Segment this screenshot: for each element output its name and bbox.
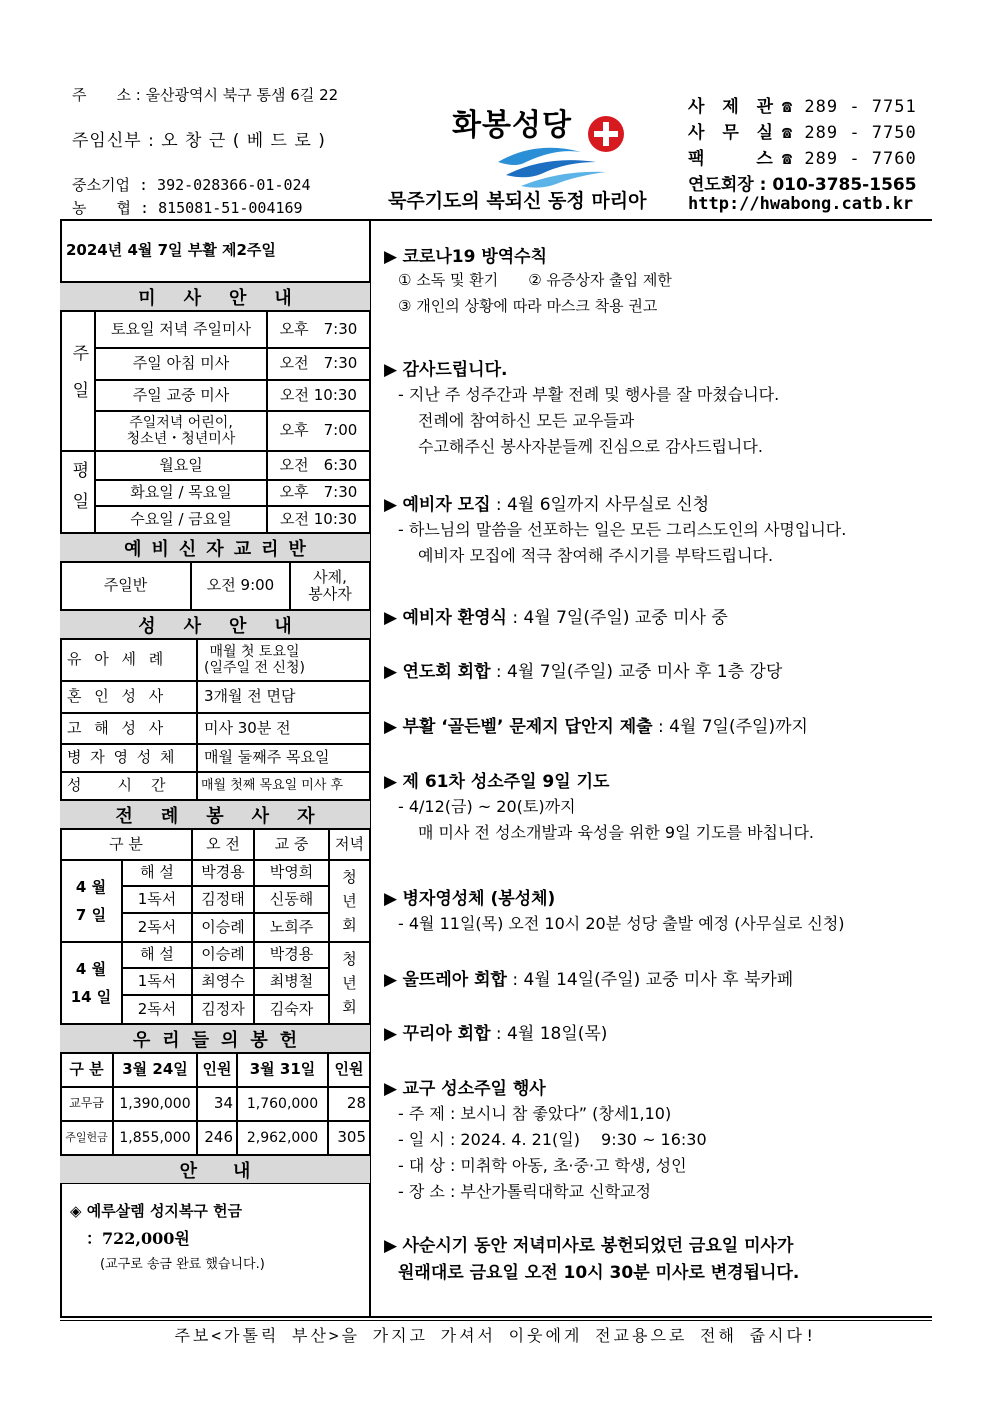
catechumen-class: 주일반 [60,562,191,610]
bulletin-date: 2024년 4월 7일 부활 제2주일 [60,220,370,282]
mass-time: 오후 7:30 [267,311,370,348]
offering-header: 3월 31일 [237,1053,328,1087]
notice-title: ◈ 예루살렘 성지복구 헌금 [70,1202,243,1220]
liturgy-am: 김정태 [192,886,254,913]
sacrament-name: 혼 인 성 사 [60,681,197,713]
offering-amount: 1,390,000 [113,1087,197,1121]
announcement-heading: 꾸리아 회합 [402,1024,491,1044]
contact-phone: ☎ 289 - 7750 [781,123,917,143]
announcement-line: - 4월 11일(목) 오전 10시 20분 성당 출발 예정 (사무실로 신청) [398,914,845,933]
mass-section-title: 미사안내 [60,282,370,311]
announcement-heading: 예비자 환영식 [402,608,507,628]
mass-time: 오전 7:30 [267,348,370,380]
announcement-line: - 하느님의 말씀을 선포하는 일은 모든 그리스도인의 사명입니다. [398,520,847,539]
announcement-title [384,965,793,990]
announcement-title [384,1074,546,1099]
liturgy-am: 박경용 [192,860,254,886]
bullet-arrow-icon: ▶ [384,247,403,267]
announcement-heading: 코로나19 방역수칙 [402,247,548,267]
liturgy-role: 2독서 [122,995,192,1024]
announcement-title [384,657,782,682]
bank-account-1: 중소기업 : 392-028366-01-024 [72,176,311,194]
announcement-line: - 장 소 : 부산가톨릭대학교 신학교정 [398,1182,651,1201]
offering-count: 305 [328,1121,370,1155]
contact-phone: ☎ 289 - 7760 [781,149,917,169]
announcement-heading: 울뜨레아 회합 [402,970,507,990]
liturgy-date: 4 월 7 일 [60,860,122,942]
liturgy-role: 해 설 [122,942,192,968]
offering-count: 34 [197,1087,237,1121]
notice-note: (교구로 송금 완료 했습니다.) [100,1257,265,1272]
liturgy-main: 김숙자 [254,995,329,1024]
offering-header: 인원 [197,1053,237,1087]
liturgy-section-title: 전례봉사자 [60,800,370,829]
mass-time: 오후 7:00 [267,411,370,451]
announcement-line: 전례에 참여하신 모든 교우들과 [418,411,635,430]
announcement-heading: 감사드립니다. [402,360,508,380]
sacrament-name: 성 시 간 [60,772,197,800]
website-link[interactable]: http://hwabong.catb.kr [688,194,914,214]
bottom-rule [60,1316,932,1318]
pastor-name: 주임신부 : 오 창 근 ( 베 드 로 ) [72,131,326,151]
announcement-line: ③ 개인의 상황에 따라 마스크 착용 권고 [398,297,658,315]
announcement-detail: : 4월 7일(주일) 교중 미사 중 [506,608,728,628]
announcement-line: 원래대로 금요일 오전 10시 30분 미사로 변경됩니다. [398,1263,800,1283]
announcement-title [384,242,547,267]
weekday-label: 평일 [60,451,95,533]
liturgy-role: 해 설 [122,860,192,886]
offering-count: 246 [197,1121,237,1155]
announcement-line: - 주 제 : 보시니 참 좋았다” (창세1,10) [398,1104,672,1123]
bullet-arrow-icon: ▶ [384,970,403,990]
announcement-title [384,1231,793,1256]
offering-amount: 1,855,000 [113,1121,197,1155]
announcement-detail: : 4월 7일(주일) 교중 미사 후 1층 강당 [490,662,783,682]
offering-header: 3월 24일 [113,1053,197,1087]
announcement-line: - 4/12(금) ~ 20(토)까지 [398,797,576,816]
announcement-heading: 부활 ‘골든벨’ 문제지 답안지 제출 [402,717,653,737]
sacrament-info: 매월 첫 토요일 (일주일 전 신청) [197,639,370,681]
announcement-line: 매 미사 전 성소개발과 육성을 위한 9일 기도를 바칩니다. [418,823,814,842]
announcement-line: - 대 상 : 미취학 아동, 초·중·고 학생, 성인 [398,1156,687,1175]
sunday-label: 주일 [60,311,95,451]
mass-name: 월요일 [95,451,267,480]
contact-office [688,118,917,143]
bullet-arrow-icon: ▶ [384,1079,403,1099]
liturgy-main: 노희주 [254,913,329,942]
announcement-line: 예비자 모집에 적극 참여해 주시기를 부탁드립니다. [418,546,774,565]
bottom-rule-thin [60,1320,932,1321]
announcement-heading: 병자영성체 (봉성체) [402,889,556,909]
bullet-arrow-icon: ▶ [384,889,403,909]
announcement-detail: : 4월 7일(주일)까지 [652,717,808,737]
mass-time: 오전 10:30 [267,506,370,533]
footer-message: 주보<가톨릭 부산>을 가지고 가셔서 이웃에게 전교용으로 전해 줍시다! [174,1326,818,1345]
mass-time: 오전 10:30 [267,380,370,411]
liturgy-header: 오 전 [192,829,254,860]
mass-name: 수요일 / 금요일 [95,506,267,533]
mass-name: 화요일 / 목요일 [95,480,267,506]
announcement-line: - 지난 주 성주간과 부활 전례 및 행사를 잘 마쳤습니다. [398,385,780,404]
bullet-arrow-icon: ▶ [384,608,403,628]
notice-box [70,1200,365,1272]
offering-header: 인원 [328,1053,370,1087]
notice-section-title: 안내 [60,1155,370,1184]
catechumen-section-title: 예비신자교리반 [60,533,370,562]
council-phone: 연도회장 : 010-3785-1565 [688,175,917,195]
liturgy-am: 최영수 [192,968,254,995]
mass-name: 주일저녁 어린이, 청소년・청년미사 [95,411,267,451]
sacrament-info: 매월 첫째 목요일 미사 후 [197,772,370,800]
catechumen-teacher: 사제, 봉사자 [290,562,370,610]
liturgy-main: 박영희 [254,860,329,886]
announcement-title [384,490,709,515]
bullet-arrow-icon: ▶ [384,772,403,792]
liturgy-header: 교 중 [254,829,329,860]
announcement-line: ① 소독 및 환기 ② 유증상자 출입 제한 [398,271,672,289]
announcement-title [384,767,609,792]
mass-name: 토요일 저녁 주일미사 [95,311,267,348]
contact-fax [688,144,917,169]
liturgy-header: 구 분 [60,829,192,860]
liturgy-evening: 청 년 회 [329,860,370,942]
announcement-line: - 일 시 : 2024. 4. 21(일) 9:30 ~ 16:30 [398,1130,707,1149]
contact-label: 팩 스 [688,149,779,169]
sacrament-info: 미사 30분 전 [197,713,370,744]
liturgy-am: 이승례 [192,913,254,942]
sacrament-info: 매월 둘째주 목요일 [197,744,370,772]
liturgy-role: 1독서 [122,968,192,995]
catechumen-time: 오전 9:00 [191,562,290,610]
announcement-heading: 사순시기 동안 저녁미사로 봉헌되었던 금요일 미사가 [402,1236,794,1256]
liturgy-main: 박경용 [254,942,329,968]
sacrament-name: 유 아 세 례 [60,639,197,681]
sacrament-name: 병 자 영 성 체 [60,744,197,772]
mass-name: 주일 아침 미사 [95,348,267,380]
bullet-arrow-icon: ▶ [384,1236,403,1256]
notice-amount: ：722,000원 [86,1229,190,1248]
liturgy-main: 최병철 [254,968,329,995]
offering-header: 구 분 [60,1053,113,1087]
announcement-heading: 예비자 모집 [402,495,491,515]
mass-name: 주일 교중 미사 [95,380,267,411]
announcement-detail: : 4월 18일(목) [490,1024,608,1044]
announcement-title [384,603,728,628]
offering-amount: 1,760,000 [237,1087,328,1121]
announcement-detail: : 4월 6일까지 사무실로 신청 [490,495,710,515]
liturgy-main: 신동해 [254,886,329,913]
liturgy-header: 저녁 [329,829,370,860]
announcement-title [384,355,507,380]
liturgy-role: 1독서 [122,886,192,913]
liturgy-date: 4 월 14 일 [60,942,122,1024]
announcement-title [384,712,808,737]
announcement-title [384,884,555,909]
patron-saint: 묵주기도의 복되신 동정 마리아 [388,190,647,212]
contact-label: 사 무 실 [688,123,780,143]
contact-label: 사 제 관 [688,97,780,117]
mass-time: 오후 7:30 [267,480,370,506]
offering-amount: 2,962,000 [237,1121,328,1155]
bullet-arrow-icon: ▶ [384,495,403,515]
offering-section-title: 우리들의봉헌 [60,1024,370,1053]
sacrament-info: 3개월 전 면담 [197,681,370,713]
sacrament-section-title: 성사안내 [60,610,370,639]
bullet-arrow-icon: ▶ [384,662,403,682]
announcement-heading: 교구 성소주일 행사 [402,1079,546,1099]
announcement-heading: 연도회 회합 [402,662,491,682]
bullet-arrow-icon: ▶ [384,717,403,737]
contact-phone: ☎ 289 - 7751 [781,97,917,117]
parish-logo [446,100,646,190]
parish-address: 주 소 : 울산광역시 북구 통샘 6길 22 [72,86,339,104]
mass-time: 오전 6:30 [267,451,370,480]
bank-account-2: 농 협 : 815081-51-004169 [72,199,303,217]
liturgy-am: 김정자 [192,995,254,1024]
announcement-title [384,1019,607,1044]
contact-rectory [688,92,917,117]
announcement-detail: : 4월 14일(주일) 교중 미사 후 북카페 [506,970,794,990]
parish-name: 화봉성당 [452,108,572,143]
liturgy-role: 2독서 [122,913,192,942]
announcement-line: 수고해주신 봉사자분들께 진심으로 감사드립니다. [418,437,763,456]
sacrament-name: 고 해 성 사 [60,713,197,744]
bullet-arrow-icon: ▶ [384,1024,403,1044]
offering-type: 교무금 [60,1087,113,1121]
announcement-heading: 제 61차 성소주일 9일 기도 [402,772,610,792]
offering-count: 28 [328,1087,370,1121]
liturgy-evening: 청 년 회 [329,942,370,1024]
bullet-arrow-icon: ▶ [384,360,403,380]
liturgy-am: 이승례 [192,942,254,968]
offering-type: 주일헌금 [60,1121,113,1155]
